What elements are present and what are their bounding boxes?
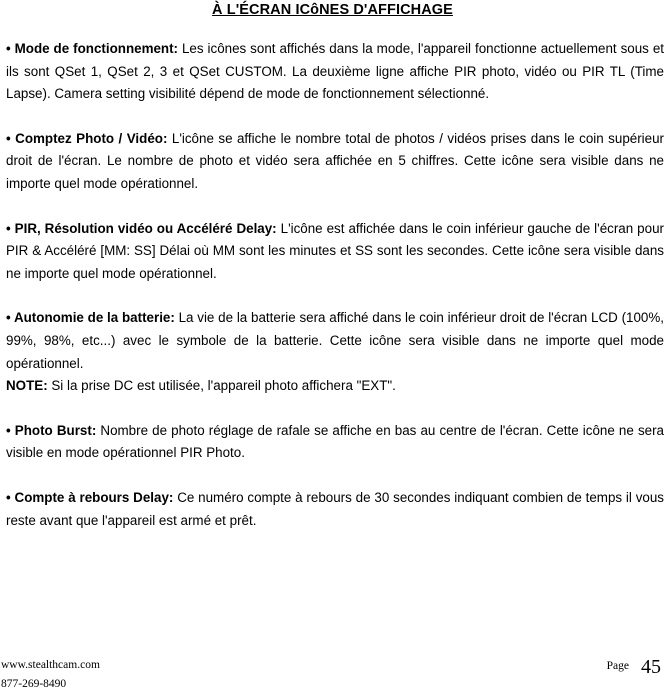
- section-heading: • Comptez Photo / Vidéo:: [6, 130, 168, 146]
- section-heading: • Mode de fonctionnement:: [6, 41, 179, 56]
- section-compte-a-rebours: [6, 487, 664, 532]
- note-label: NOTE:: [6, 378, 48, 394]
- section-comptez-photo-video: [6, 128, 664, 196]
- footer-contact: [1, 656, 100, 694]
- section-heading: • Autonomie de la batterie:: [6, 310, 175, 326]
- section-text: Ce numéro compte à rebours de 30 secondes indiquant combien de temps il vous reste avant que l'appareil est armé et prêt.: [6, 489, 665, 528]
- section-heading: • PIR, Résolution vidéo ou Accéléré Delay:: [6, 220, 277, 236]
- section-mode-fonctionnement: [6, 38, 664, 106]
- footer-page-number: [607, 656, 661, 679]
- section-pir-resolution: [6, 218, 664, 286]
- section-heading: • Compte à rebours Delay:: [6, 489, 174, 505]
- content-body: [6, 38, 664, 532]
- section-heading: • Photo Burst:: [6, 422, 97, 438]
- section-text: L'icône se affiche le nombre total de photos / vidéos prises dans le coin supérieur droit de l'écran. Le nombre de photo et vidéo sera affichée en 5 chiffres. Cette icône sera visible dans ne importe quel mode opérationnel.: [6, 130, 665, 191]
- section-photo-burst: [6, 420, 664, 465]
- section-text: Nombre de photo réglage de rafale se affiche en bas au centre de l'écran. Cette icône ne sera visible en mode opérationnel PIR Photo.: [6, 422, 664, 461]
- footer-phone: 877-269-8490: [1, 678, 67, 690]
- section-text: L'icône est affichée dans le coin inférieur gauche de l'écran pour PIR & Accéléré [MM: SS] Délai où MM sont les minutes et SS sont les secondes. Cette icône sera visible dans ne importe quel mode opérationnel.: [6, 220, 664, 281]
- page-title: À L'ÉCRAN ICôNES D'AFFICHAGE: [212, 2, 453, 18]
- note-text: Si la prise DC est utilisée, l'appareil photo affichera "EXT".: [47, 378, 396, 394]
- section-autonomie-batterie: [6, 307, 664, 375]
- footer-website: www.stealthcam.com: [1, 659, 100, 671]
- page-number: 45: [641, 656, 661, 678]
- page-label: Page: [606, 660, 629, 672]
- section-text: La vie de la batterie sera affiché dans le coin inférieur droit de l'écran LCD (100%, 99%, 98%, etc...) avec le symbole de la batterie. Cette icône sera visible dans ne importe quel mode opérationnel.: [6, 310, 664, 371]
- note-dc-prise: [6, 375, 664, 398]
- section-text: Les icônes sont affichés dans la mode, l'appareil fonctionne actuellement sous et ils sont QSet 1, QSet 2, 3 et QSet CUSTOM. La deuxième ligne affiche PIR photo, vidéo ou PIR TL (Time Lapse). Camera setting visibilité dépend de mode de fonctionnement sélectionné.: [6, 41, 664, 102]
